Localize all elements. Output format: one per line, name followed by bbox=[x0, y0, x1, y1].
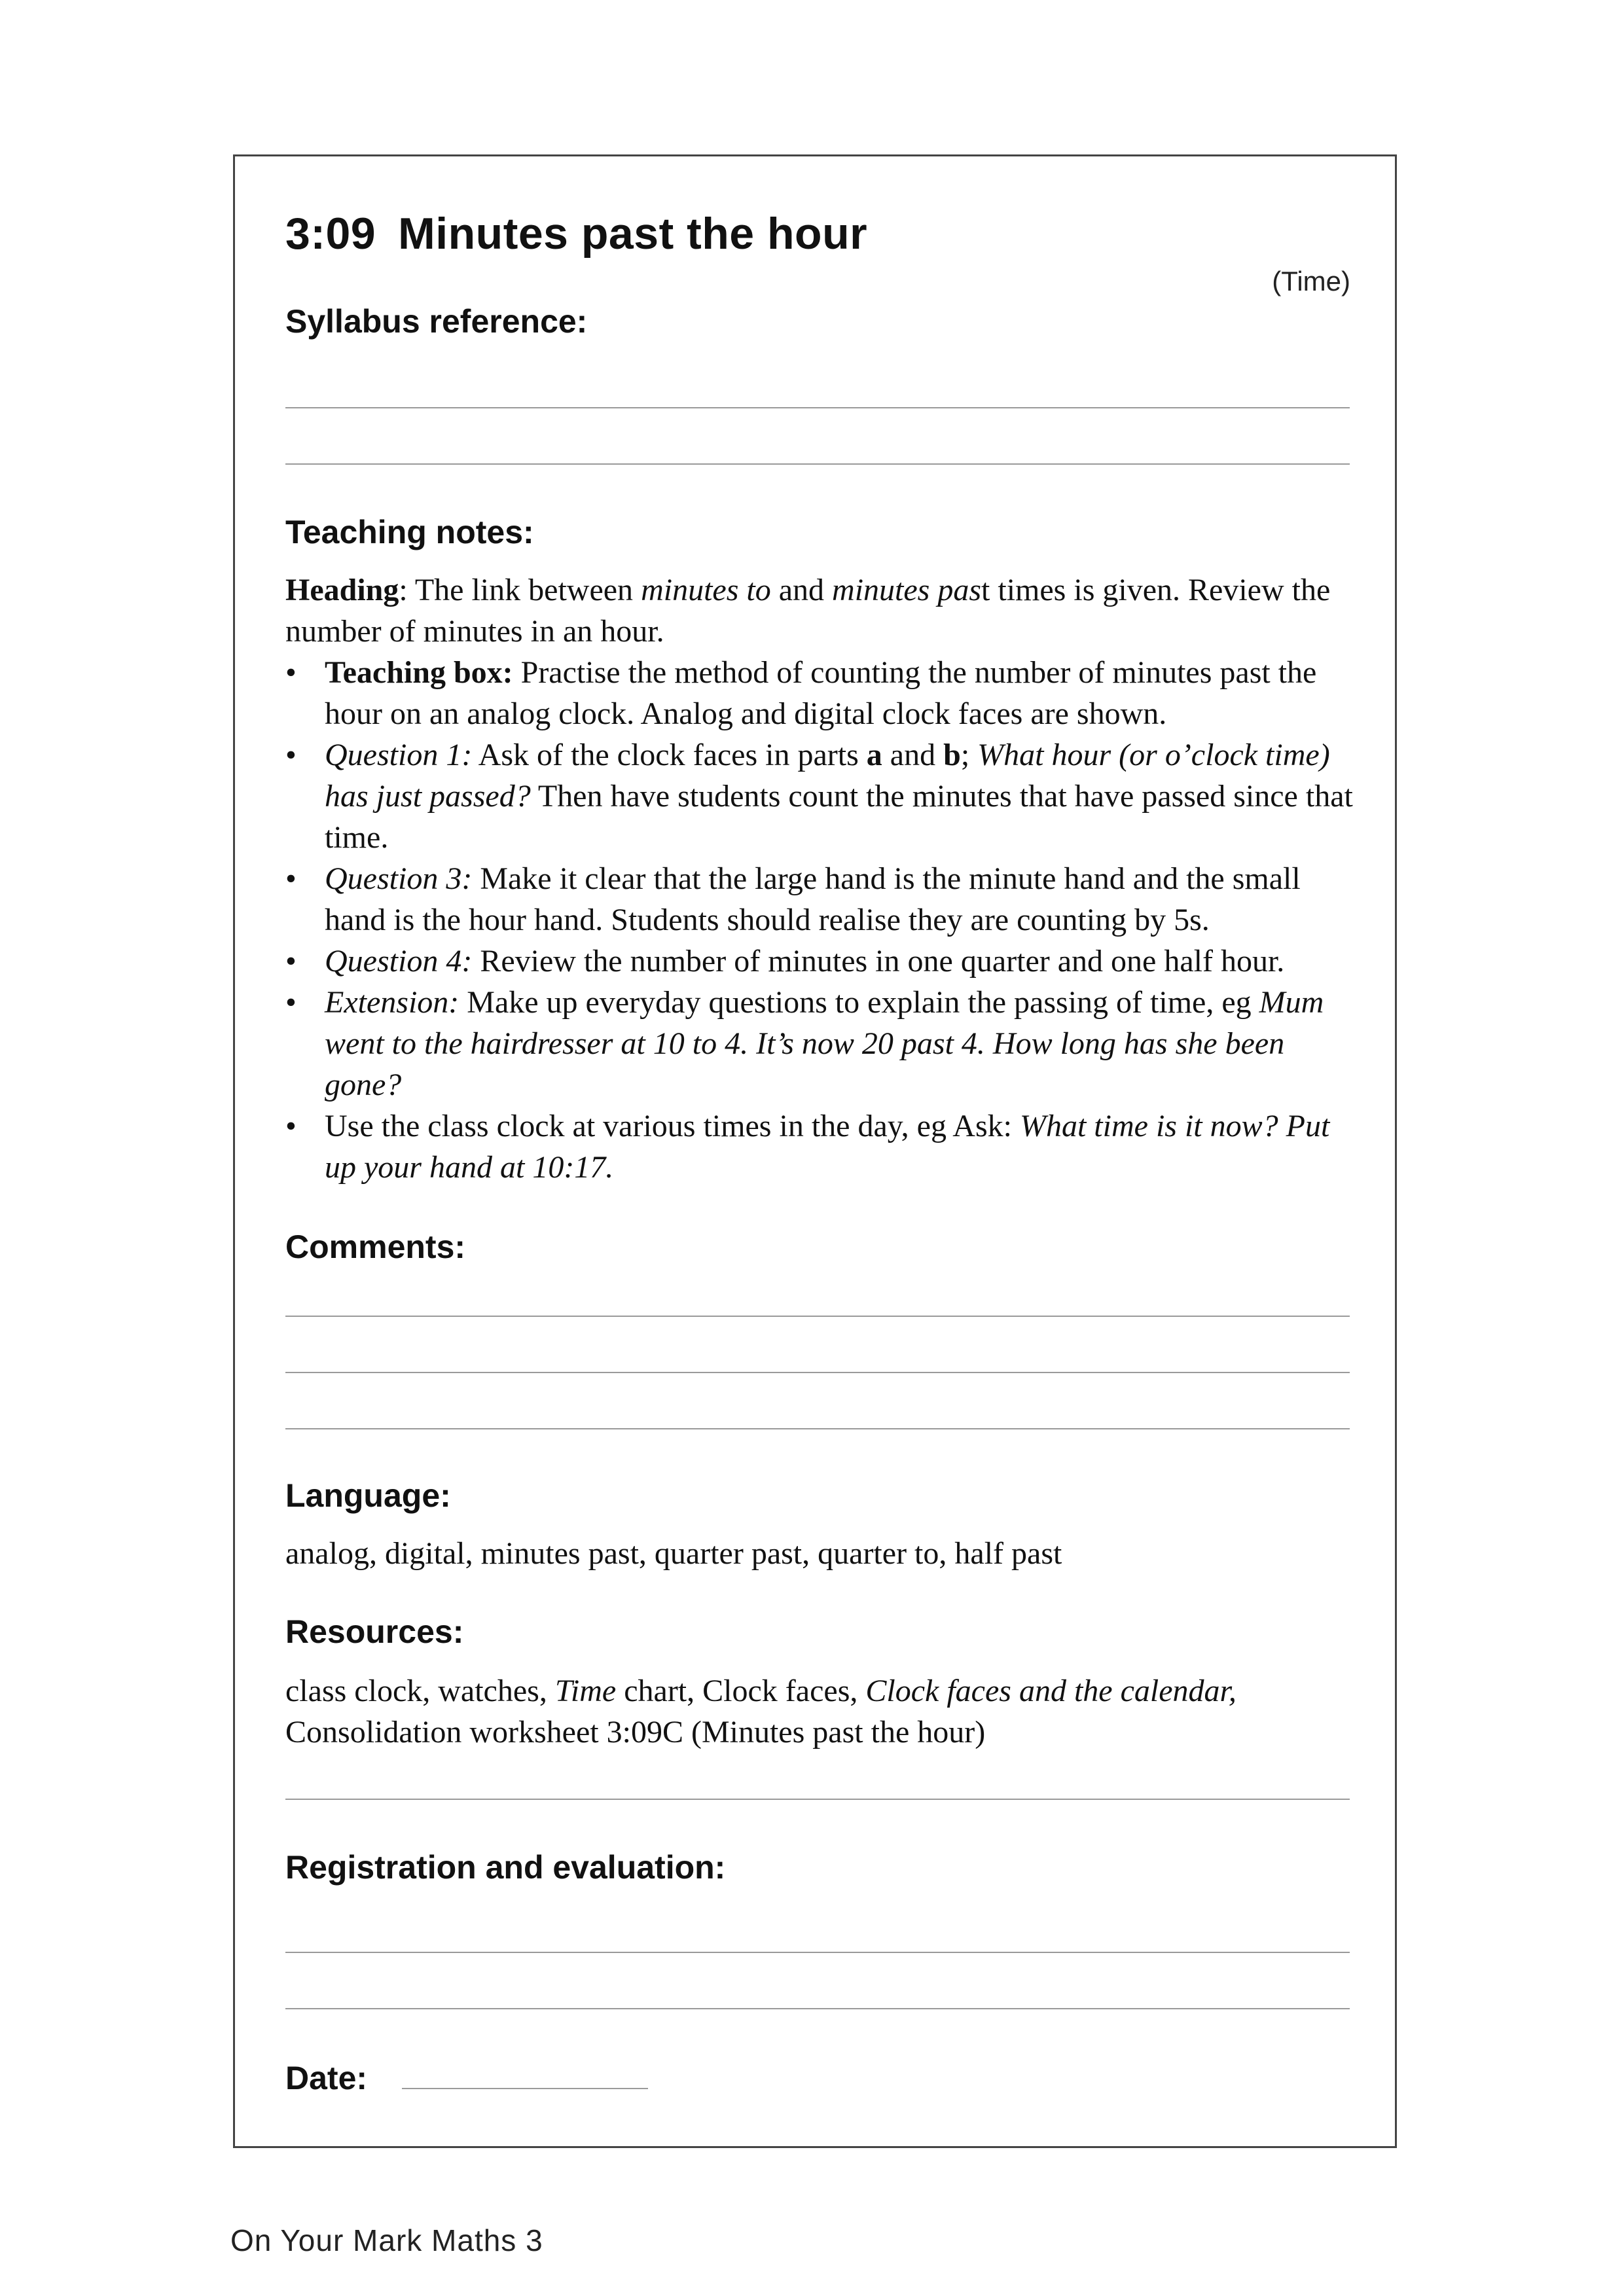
comments-line bbox=[285, 1316, 1350, 1317]
resources-line bbox=[285, 1799, 1350, 1800]
teaching-notes-body bbox=[285, 569, 1359, 1188]
registration-line bbox=[285, 1952, 1350, 1953]
language-text: analog, digital, minutes past, quarter past, quarter to, half past bbox=[285, 1536, 1062, 1571]
language-heading: Language: bbox=[285, 1477, 451, 1514]
comments-line bbox=[285, 1372, 1350, 1373]
syllabus-line bbox=[285, 407, 1350, 408]
page-footer: On Your Mark Maths 3 bbox=[230, 2223, 543, 2257]
list-item: • Teaching box: Practise the method of counting the number of minutes past the hour on an analog clock. Analog and digital clock faces are shown. bbox=[285, 652, 1359, 734]
registration-heading: Registration and evaluation: bbox=[285, 1849, 726, 1886]
resources-heading: Resources: bbox=[285, 1613, 464, 1650]
comments-heading: Comments: bbox=[285, 1229, 466, 1265]
list-item: • Question 3: Make it clear that the large hand is the minute hand and the small hand is the hour hand. Students should realise they are counting by 5s. bbox=[285, 858, 1359, 941]
teaching-notes-heading: Teaching notes: bbox=[285, 514, 534, 550]
list-item: • Question 1: Ask of the clock faces in parts a and b; What hour (or o’clock time) has just passed? Then have students count the minutes that have passed since that time. bbox=[285, 734, 1359, 858]
page-title bbox=[285, 208, 867, 259]
list-item: • Use the class clock at various times in the day, eg Ask: What time is it now? Put up your hand at 10:17. bbox=[285, 1105, 1359, 1188]
comments-line bbox=[285, 1428, 1350, 1429]
teaching-notes-list bbox=[285, 652, 1359, 1188]
list-item: • Question 4: Review the number of minutes in one quarter and one half hour. bbox=[285, 941, 1359, 982]
syllabus-heading: Syllabus reference: bbox=[285, 303, 588, 340]
date-label: Date: bbox=[285, 2060, 368, 2096]
resources-text: class clock, watches, Time chart, Clock faces, Clock faces and the calendar, Consolidation worksheet 3:09C (Minutes past the hour) bbox=[285, 1674, 1236, 1749]
list-item: • Extension: Make up everyday questions to explain the passing of time, eg Mum went to the hairdresser at 10 to 4. It’s now 20 past 4. How long has she been gone? bbox=[285, 982, 1359, 1105]
registration-line bbox=[285, 2008, 1350, 2009]
date-line bbox=[402, 2088, 648, 2089]
lesson-number: 3:09 bbox=[285, 209, 376, 259]
heading-note: Heading: The link between minutes to and minutes past times is given. Review the number of minutes in an hour. bbox=[285, 573, 1331, 649]
syllabus-line bbox=[285, 463, 1350, 465]
topic-label: (Time) bbox=[1272, 266, 1350, 296]
lesson-title: Minutes past the hour bbox=[398, 209, 868, 259]
